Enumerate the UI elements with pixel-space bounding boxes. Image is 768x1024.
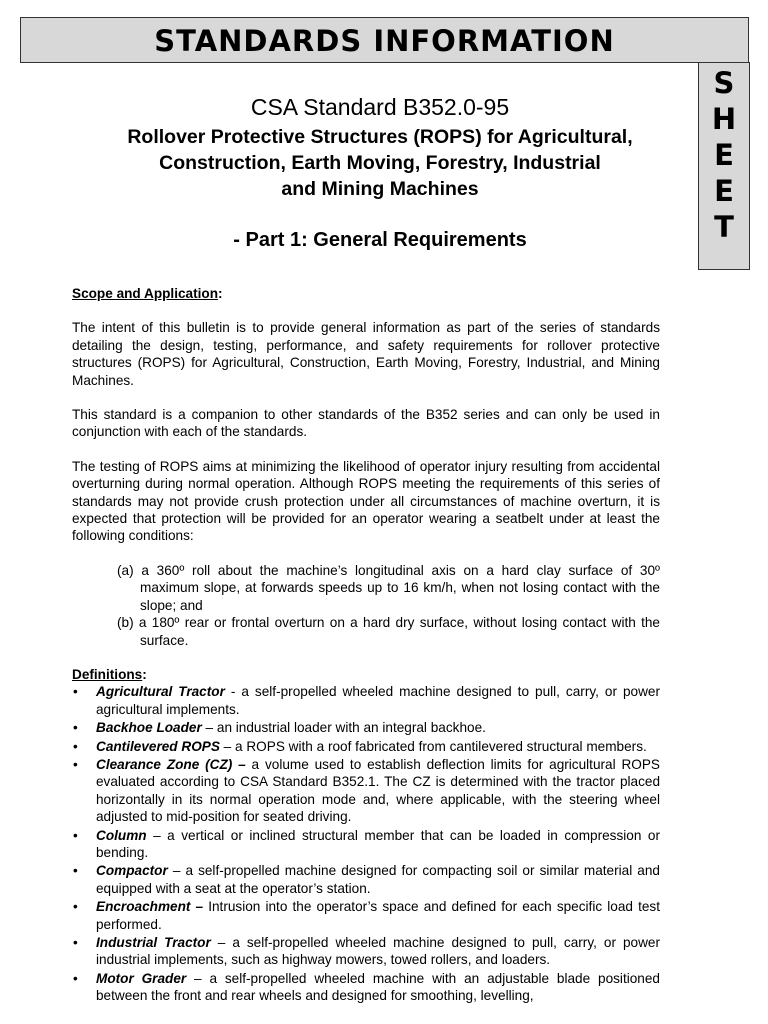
subtitle-line: and Mining Machines: [281, 178, 479, 200]
banner-title: STANDARDS INFORMATION: [154, 24, 615, 58]
definition-text: – a vertical or inclined structural member that can be loaded in compression or bending.: [96, 827, 660, 860]
bullet-icon: •: [73, 935, 78, 950]
definition-item: [72, 827, 660, 862]
definition-item: [72, 898, 660, 933]
bullet-icon: •: [73, 756, 78, 772]
definition-text: – a ROPS with a roof fabricated from cantilevered structural members.: [219, 738, 647, 754]
definition-term: Encroachment –: [96, 899, 204, 915]
definition-term: Motor Grader: [96, 970, 187, 986]
definition-text: Intrusion into the operator’s space and defined for each specific load test performed.: [96, 899, 660, 932]
definition-text: – an industrial loader with an integral backhoe.: [201, 720, 486, 736]
definition-text: – a self-propelled machine designed for compacting soil or similar material and equipped with a seat at the operator’s station.: [96, 863, 660, 896]
definition-term: Cantilevered ROPS: [96, 738, 220, 754]
scope-heading-text: Scope and Application: [72, 286, 219, 301]
scope-heading: [72, 285, 660, 302]
document-title-block: [60, 92, 700, 253]
scope-paragraph: The testing of ROPS aims at minimizing the likelihood of operator injury resulting from accidental overturning during normal operation. Although ROPS meeting the requirements of this series of standards may not provide crush protection under all circumstances of machine overturn, it is expected that protection will be provided for an operator wearing a seatbelt under at least the following conditions:: [72, 458, 660, 544]
bullet-icon: •: [73, 684, 78, 700]
definitions-list: [72, 683, 660, 1004]
definition-item: [72, 719, 660, 736]
definitions-heading-colon: :: [142, 666, 147, 682]
side-tab-letter: S: [713, 66, 735, 100]
scope-paragraph: This standard is a companion to other standards of the B352 series and can only be used in conjunction with each of the standards.: [72, 407, 660, 440]
definition-item: [72, 862, 660, 897]
side-tab-letter: T: [714, 210, 734, 244]
definition-term: Compactor: [96, 863, 168, 879]
sheet-side-tab: [698, 62, 750, 270]
bullet-icon: •: [73, 899, 78, 915]
definition-text: - a self-propelled wheeled machine designed to pull, carry, or power agricultural implements.: [96, 684, 660, 717]
bullet-icon: •: [73, 827, 78, 843]
side-tab-letter: E: [714, 174, 734, 208]
definition-text: a volume used to establish deflection limits for agricultural ROPS evaluated according to CSA Standard B352.1. The CZ is determined with the tractor placed horizontally in its normal operation mode and, where applicable, with the steering wheel adjusted to mid-position for seated driving.: [96, 756, 660, 825]
side-tab-letter: H: [711, 102, 737, 136]
side-tab-letter: E: [714, 138, 734, 172]
definition-item: [72, 738, 660, 755]
bullet-icon: •: [73, 738, 78, 754]
definitions-heading-text: Definitions: [72, 666, 143, 682]
subtitle-line: Construction, Earth Moving, Forestry, Industrial: [159, 152, 601, 174]
definition-text: – a self-propelled wheeled machine designed to pull, carry, or power industrial implements, such as highway mowers, towed rollers, and loaders.: [96, 935, 660, 968]
bullet-icon: •: [73, 970, 78, 986]
standard-subtitle: [60, 124, 700, 202]
scope-heading-colon: :: [218, 286, 223, 301]
condition-item: (a) a 360º roll about the machine’s longitudinal axis on a hard clay surface of 30º maximum slope, at forwards speeds up to 16 km/h, when not losing contact with the slope; and: [117, 562, 660, 613]
definition-item: [72, 970, 660, 1005]
standards-information-banner: [20, 17, 749, 63]
definition-item: [72, 683, 660, 718]
standard-title: CSA Standard B352.0-95: [250, 94, 510, 120]
condition-item: (b) a 180º rear or frontal overturn on a hard dry surface, without losing contact with the surface.: [117, 615, 660, 648]
scope-paragraph: The intent of this bulletin is to provide general information as part of the series of standards detailing the design, testing, performance, and safety requirements for rollover protective structures (ROPS) for Agricultural, Construction, Earth Moving, Forestry, Industrial, and Mining Machines.: [72, 320, 660, 388]
definition-term: Clearance Zone (CZ) –: [96, 756, 246, 772]
document-body: [72, 285, 660, 1006]
definition-text: – a self-propelled wheeled machine with an adjustable blade positioned between the front and rear wheels and designed for smoothing, levelling,: [96, 970, 660, 1004]
definition-term: Backhoe Loader: [96, 720, 202, 736]
definitions-heading: [72, 666, 660, 683]
bullet-icon: •: [73, 863, 78, 879]
definition-term: Industrial Tractor: [96, 935, 211, 950]
bullet-icon: •: [73, 720, 78, 736]
definition-item: [72, 934, 660, 969]
definition-term: Column: [96, 827, 147, 843]
part-title: - Part 1: General Requirements: [233, 229, 527, 251]
conditions-list: [72, 562, 660, 649]
subtitle-line: Rollover Protective Structures (ROPS) for Agricultural,: [127, 126, 633, 148]
definition-term: Agricultural Tractor: [96, 684, 225, 700]
definition-item: [72, 756, 660, 826]
